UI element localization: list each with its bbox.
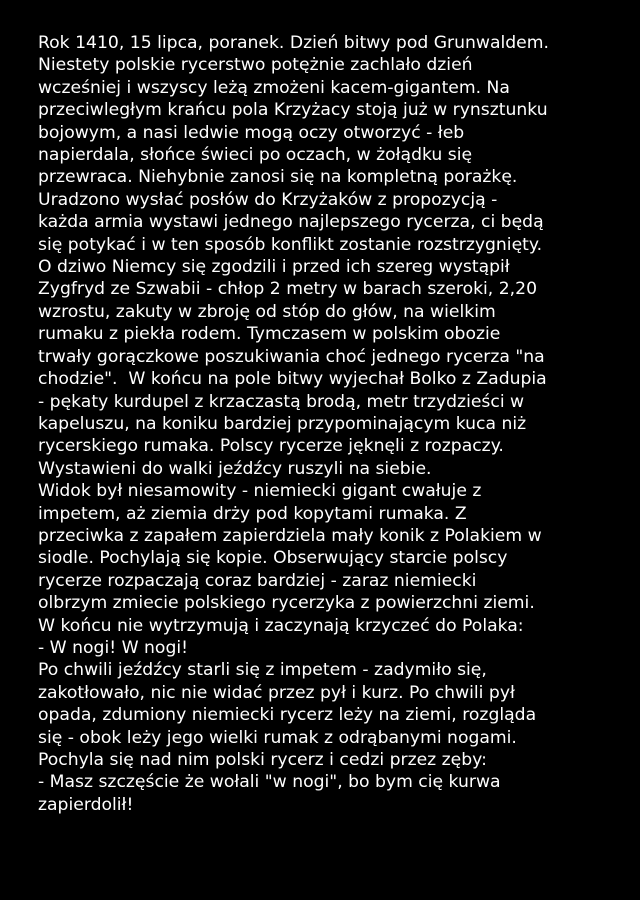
story-line: kapeluszu, na koniku bardziej przypominającym kuca niż <box>38 413 527 434</box>
story-line: Niestety polskie rycerstwo potężnie zachlało dzień <box>38 55 473 76</box>
story-line: rycerze rozpaczają coraz bardziej - zaraz niemiecki <box>38 570 477 591</box>
story-line: zapierdolił! <box>38 794 134 815</box>
story-line: siodle. Pochylają się kopie. Obserwujący starcie polscy <box>38 548 508 569</box>
story-line: Widok był niesamowity - niemiecki gigant cwałuje z <box>38 481 482 502</box>
story-line: olbrzym zmiecie polskiego rycerzyka z powierzchni ziemi. <box>38 593 535 614</box>
story-line: Uradzono wysłać posłów do Krzyżaków z propozycją - <box>38 189 498 210</box>
story-line: przewraca. Niehybnie zanosi się na kompletną porażkę. <box>38 167 518 188</box>
story-line: bojowym, a nasi ledwie mogą oczy otworzyć - łeb <box>38 122 465 143</box>
story-line: impetem, aż ziemia drży pod kopytami rumaka. Z <box>38 503 467 524</box>
story-line: Rok 1410, 15 lipca, poranek. Dzień bitwy pod Grunwaldem. <box>38 33 549 53</box>
story-line: chodzie". W końcu na pole bitwy wyjechał Bolko z Zadupia <box>38 369 547 390</box>
story-line: - pękaty kurdupel z krzaczastą brodą, metr trzydzieści w <box>38 391 525 412</box>
story-line: wzrostu, zakuty w zbroję od stóp do głów, na wielkim <box>38 301 496 322</box>
story-line: wcześniej i wszyscy leżą zmożeni kacem-gigantem. Na <box>38 77 510 98</box>
story-line: przeciwległym krańcu pola Krzyżacy stoją już w rynsztunku <box>38 100 548 121</box>
story-line: opada, zdumiony niemiecki rycerz leży na ziemi, rozgląda <box>38 705 537 726</box>
story-line: - W nogi! W nogi! <box>38 637 189 658</box>
story-line: W końcu nie wytrzymują i zaczynają krzyczeć do Polaka: <box>38 615 524 636</box>
story-line: Zygfryd ze Szwabii - chłop 2 metry w barach szeroki, 2,20 <box>38 279 538 300</box>
story-line: Pochyla się nad nim polski rycerz i cedzi przez zęby: <box>38 750 487 770</box>
story-line: się potykać i w ten sposób konflikt zostanie rozstrzygnięty. <box>38 234 543 255</box>
story-line: każda armia wystawi jednego najlepszego rycerza, ci będą <box>38 212 544 233</box>
story-line: Po chwili jeźdźcy starli się z impetem - zadymiło się, <box>38 660 487 681</box>
story-line: rumaku z piekła rodem. Tymczasem w polskim obozie <box>38 324 501 345</box>
story-line: rycerskiego rumaka. Polscy rycerze jęknęli z rozpaczy. <box>38 436 504 457</box>
story-line: przeciwka z zapałem zapierdziela mały konik z Polakiem w <box>38 525 542 546</box>
story-line: - Masz szczęście że wołali "w nogi", bo bym cię kurwa <box>38 772 501 793</box>
story-line: napierdala, słońce świeci po oczach, w żołądku się <box>38 145 473 166</box>
story-line: O dziwo Niemcy się zgodzili i przed ich szereg wystąpił <box>38 257 510 278</box>
story-line: się - obok leży jego wielki rumak z odrąbanymi nogami. <box>38 727 517 748</box>
story-line: Wystawieni do walki jeźdźcy ruszyli na siebie. <box>38 458 432 479</box>
story-line: zakotłowało, nic nie widać przez pył i kurz. Po chwili pył <box>38 682 515 703</box>
story-line: trwały gorączkowe poszukiwania choć jednego rycerza "na <box>38 346 545 367</box>
story-text <box>38 32 628 816</box>
